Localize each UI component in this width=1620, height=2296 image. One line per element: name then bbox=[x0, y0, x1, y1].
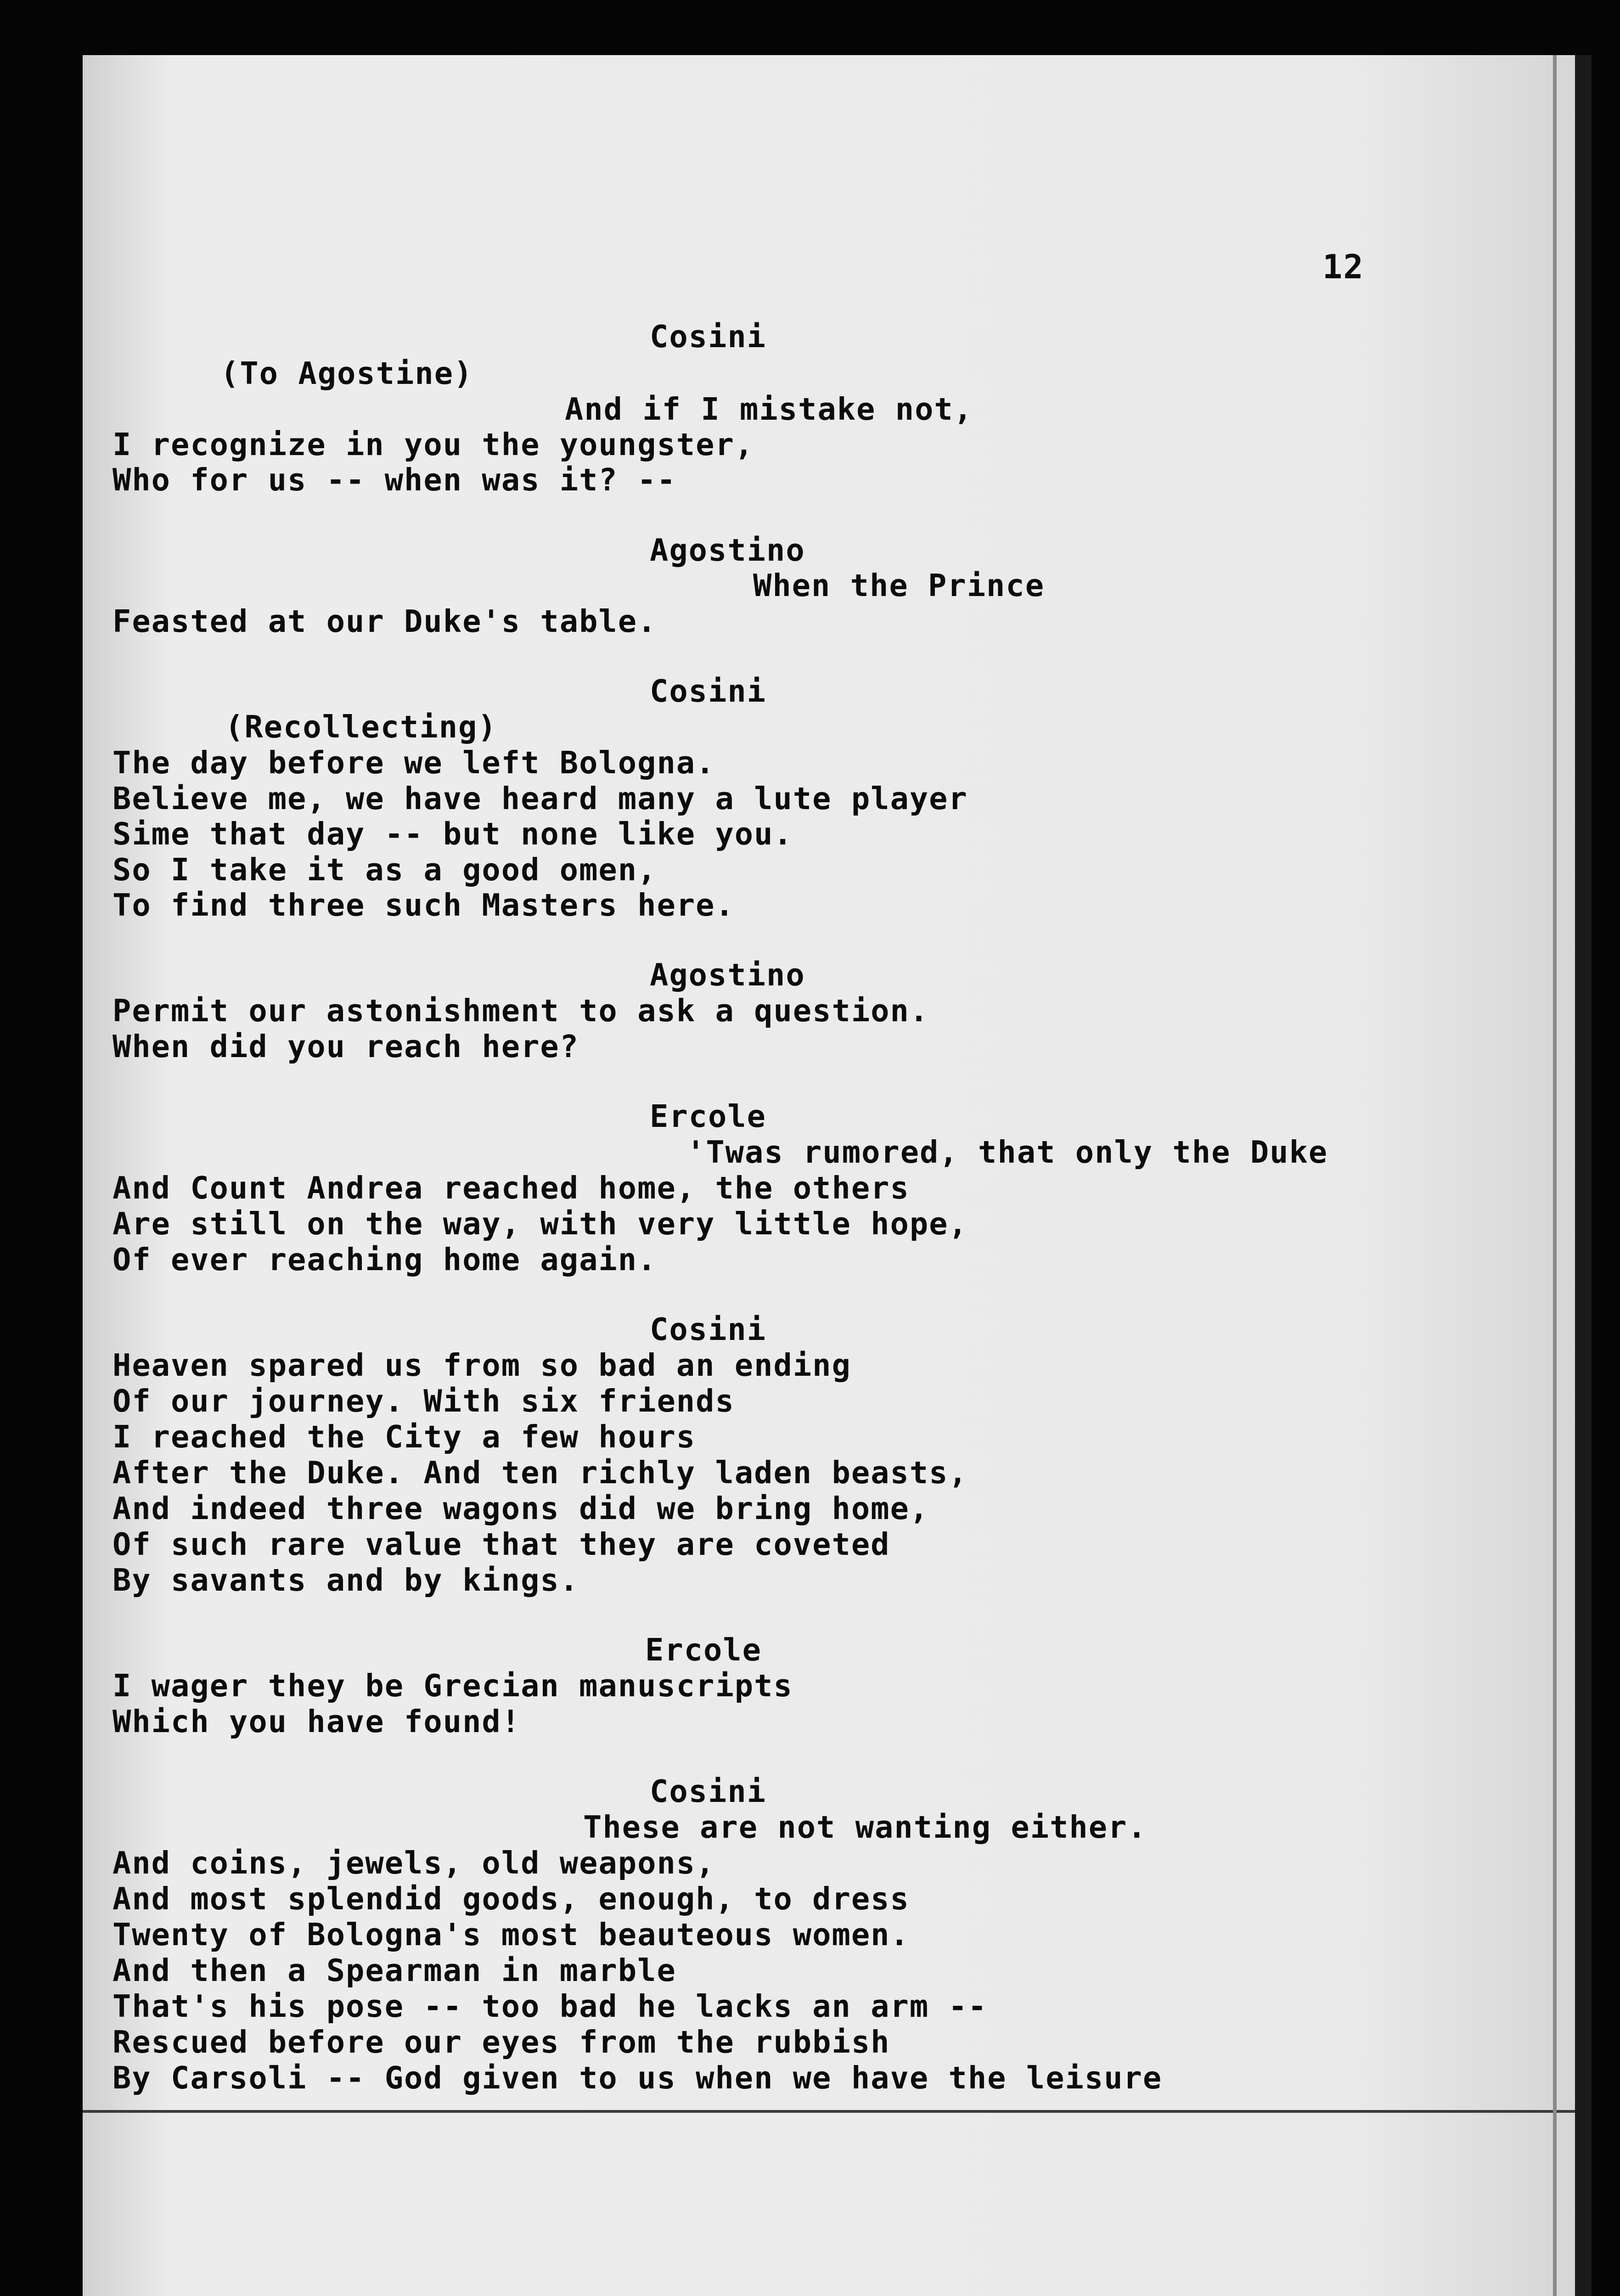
dialogue-line: And then a Spearman in marble bbox=[112, 1953, 676, 1988]
dialogue-line: Of such rare value that they are coveted bbox=[112, 1526, 890, 1562]
dialogue-line: Twenty of Bologna's most beauteous women. bbox=[112, 1917, 910, 1953]
dialogue-line: To find three such Masters here. bbox=[112, 887, 735, 923]
stage-direction: (Recollecting) bbox=[225, 709, 497, 745]
dialogue-line: 'Twas rumored, that only the Duke bbox=[686, 1134, 1328, 1170]
speaker-name: Ercole bbox=[650, 1098, 767, 1134]
dialogue-line: By Carsoli -- God given to us when we have the leisure bbox=[112, 2060, 1163, 2096]
dialogue-line: I wager they be Grecian manuscripts bbox=[112, 1668, 793, 1704]
typescript-page bbox=[83, 55, 1592, 2296]
speaker-name: Agostino bbox=[650, 532, 805, 568]
dialogue-line: Of our journey. With six friends bbox=[112, 1383, 735, 1419]
dialogue-line: When did you reach here? bbox=[112, 1029, 579, 1064]
dialogue-line: Believe me, we have heard many a lute player bbox=[112, 781, 968, 816]
speaker-name: Cosini bbox=[650, 1311, 767, 1347]
speaker-name: Ercole bbox=[645, 1632, 762, 1668]
page-number: 12 bbox=[1322, 248, 1364, 286]
dialogue-line: That's his pose -- too bad he lacks an arm -- bbox=[112, 1988, 988, 2024]
dialogue-line: And coins, jewels, old weapons, bbox=[112, 1845, 715, 1881]
dialogue-line: And most splendid goods, enough, to dress bbox=[112, 1881, 910, 1917]
dialogue-line: And if I mistake not, bbox=[565, 391, 973, 427]
speaker-name: Cosini bbox=[650, 673, 767, 709]
vertical-rule bbox=[1553, 55, 1557, 2296]
dialogue-line: Are still on the way, with very little hope, bbox=[112, 1206, 968, 1242]
dialogue-line: Heaven spared us from so bad an ending bbox=[112, 1347, 851, 1383]
dialogue-line: Feasted at our Duke's table. bbox=[112, 603, 657, 639]
dialogue-line: Of ever reaching home again. bbox=[112, 1242, 657, 1277]
dialogue-line: Permit our astonishment to ask a question. bbox=[112, 993, 929, 1029]
dialogue-line: After the Duke. And ten richly laden beasts, bbox=[112, 1455, 968, 1491]
dialogue-line: Rescued before our eyes from the rubbish bbox=[112, 2024, 890, 2060]
dialogue-line: And indeed three wagons did we bring home, bbox=[112, 1491, 929, 1526]
speaker-name: Cosini bbox=[650, 1773, 767, 1809]
speaker-name: Cosini bbox=[650, 319, 767, 355]
dialogue-line: Who for us -- when was it? -- bbox=[112, 462, 676, 498]
horizontal-rule bbox=[83, 2110, 1575, 2113]
dialogue-line: I reached the City a few hours bbox=[112, 1419, 696, 1455]
speaker-name: Agostino bbox=[650, 957, 805, 993]
dialogue-line: The day before we left Bologna. bbox=[112, 745, 715, 781]
dialogue-line: Sime that day -- but none like you. bbox=[112, 816, 793, 852]
dialogue-line: These are not wanting either. bbox=[583, 1809, 1147, 1845]
dialogue-line: And Count Andrea reached home, the others bbox=[112, 1170, 910, 1206]
dialogue-line: By savants and by kings. bbox=[112, 1562, 579, 1598]
dialogue-line: Which you have found! bbox=[112, 1704, 521, 1739]
dialogue-line: So I take it as a good omen, bbox=[112, 852, 657, 888]
dialogue-line: When the Prince bbox=[753, 568, 1045, 603]
stage-direction: (To Agostine) bbox=[220, 355, 473, 391]
dialogue-line: I recognize in you the youngster, bbox=[112, 427, 754, 462]
